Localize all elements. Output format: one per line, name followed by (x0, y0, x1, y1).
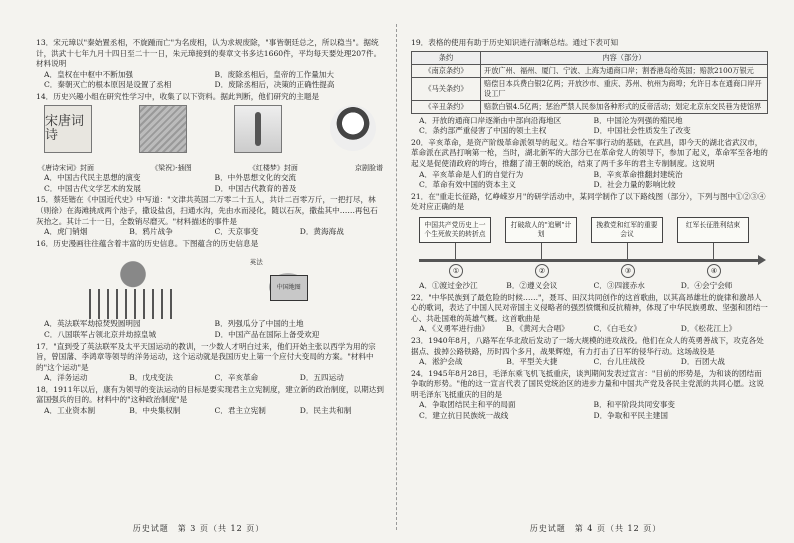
question-20 (411, 138, 768, 191)
question-14 (36, 92, 385, 194)
image-strip (36, 103, 385, 163)
palace-ruins-cartoon (89, 255, 177, 319)
timeline-connector (627, 243, 628, 259)
question-23 (411, 336, 768, 368)
option-d: D．民主共和制 (299, 406, 352, 416)
option-b: B．和平阶段共同安事变 (593, 400, 676, 410)
option-b: B．平型关大捷 (506, 357, 558, 367)
option-c: C．天京事变 (214, 227, 259, 237)
option-c: C．革命有效中国的资本主义 (419, 180, 516, 190)
option-a: A．中国古代民主思想的演变 (44, 173, 141, 183)
option-b: B．②遵义会议 (506, 280, 558, 290)
timeline-box: 挽救党和红军的重要会议 (591, 217, 663, 243)
option-d: D．中国古代教育的普及 (214, 183, 297, 193)
question-24 (411, 369, 768, 422)
option-b: B．中国沦为列强的殖民地 (593, 115, 683, 125)
question-stem: 14．历史兴趣小组在研究性学习中，收集了以下资料。据此判断，他们研究的主题是 (36, 91, 320, 101)
option-c: C．《白毛女》 (593, 324, 642, 334)
book-cover-image (42, 105, 94, 163)
option-c: C．建立抗日民族统一战线 (419, 411, 509, 421)
options (411, 281, 768, 292)
option-a: A．皇权在中枢中不断加强 (44, 69, 134, 79)
question-stem: 23．1940年8月，八路军在华北敌后发动了一场大规模的进攻战役。他们在众人的英勇善战下，攻克各处据点、拔掉公路铁路，历时四个多月，战果辉煌，有力打击了日军的侵华行动。这场战役是 (411, 335, 764, 356)
option-a: A．工业资本制 (44, 406, 96, 416)
caption: 《梁祝》·插图 (151, 163, 192, 172)
option-d: D．黄海海战 (299, 227, 344, 237)
options (36, 70, 385, 91)
option-a: A．争取团结民主和平的局面 (419, 400, 516, 410)
option-d: D．争取和平民主建国 (593, 411, 668, 421)
options (411, 170, 768, 191)
question-13 (36, 38, 385, 91)
novel-cover-image (232, 105, 284, 163)
timeline-connector (713, 243, 714, 259)
table-cell: 《辛丑条约》 (412, 100, 481, 113)
question-19 (411, 38, 768, 137)
caption: 《唐诗宋词》封面 (38, 163, 94, 172)
options (36, 373, 385, 384)
question-stem: 18．1911年以后，康有为领导的变法运动的目标是要实现君主立宪制度，建立新的政治制度，以期达到富国强兵的目的。材料中的"这种政治制度"是 (36, 384, 384, 405)
cartoon-label: 英法 (249, 258, 263, 267)
question-18 (36, 385, 385, 417)
question-17 (36, 342, 385, 384)
option-a: A．辛亥革命是人们的自觉行为 (419, 169, 524, 179)
option-a: A．开放的通商口岸逐渐由中部向沿海地区 (419, 115, 562, 125)
table-cell: 《南京条约》 (412, 64, 481, 77)
option-b: B．辛亥革命推翻封建统治 (593, 169, 683, 179)
option-a: A．《义勇军进行曲》 (419, 324, 490, 334)
timeline-marker: ④ (707, 264, 721, 278)
table-header: 内容（部分） (481, 51, 768, 64)
option-b: B．中外思想文化的交流 (214, 173, 297, 183)
timeline-box: 打破敌人的"追剿"计划 (505, 217, 577, 243)
options (411, 116, 768, 137)
option-d: D．五四运动 (299, 373, 344, 383)
timeline-connector (541, 243, 542, 259)
question-stem: 13．宋元璋以"秦始置丞相，不旋踵而亡"为名废相，认为求规废除，"事皆朝廷总之，所以稳当"。据统计，洪武十七年九月十四日至二十一日，朱元璋接到的奏章文书多达1660件，平均每天要处理207件。材料说明 (36, 38, 382, 69)
table-cell: 《马关条约》 (412, 77, 481, 100)
table-cell: 开放广州、福州、厦门、宁波、上海为通商口岸；割香港岛给英国；赔款2100万银元 (481, 64, 768, 77)
timeline-connector (455, 243, 456, 259)
timeline-marker: ③ (621, 264, 635, 278)
option-a: A．虎门销烟 (44, 227, 88, 237)
caption: 京剧脸谱 (354, 163, 383, 172)
option-b: B．废除丞相后，皇帝的工作量加大 (214, 69, 334, 79)
option-b: B．《黄河大合唱》 (506, 324, 569, 334)
question-stem: 19．表格的使用有助于历史知识进行清晰总结。通过下表可知 (411, 38, 619, 47)
option-a: A．洋务运动 (44, 373, 88, 383)
option-d: D．社会力量的影响比较 (593, 180, 676, 190)
table-row (412, 64, 768, 77)
options (36, 173, 385, 194)
timeline-box: 中国共产党历史上一个生死攸关的转折点 (419, 217, 491, 243)
map-cartoon (244, 255, 332, 319)
table-header: 条约 (412, 51, 481, 64)
option-b: B．戊戌变法 (129, 373, 173, 383)
option-c: C．君主立宪制 (214, 406, 266, 416)
timeline-marker: ① (449, 264, 463, 278)
table-header-row (412, 51, 768, 64)
options (36, 319, 385, 340)
question-16 (36, 239, 385, 341)
question-22 (411, 293, 768, 335)
option-a: A．英法联军劫掠焚毁圆明园 (44, 319, 141, 329)
option-d: D．中国社会性质发生了改变 (593, 126, 691, 136)
table-row (412, 77, 768, 100)
opera-mask-image (327, 105, 379, 163)
table-cell: 赔款白银4.5亿两；惩治严禁人民参加各种形式的反帝活动；划定北京东交民巷为使馆界 (481, 100, 768, 113)
option-a: A．①渡过金沙江 (419, 280, 478, 290)
question-21 (411, 192, 768, 292)
options (411, 324, 768, 335)
question-stem: 15．蔡廷锴在《中国近代史》中写道："文津共英国二万零二十五人，共计二百零万斤，一把打尽，林（则徐）在海滩挑成两个池子，撒设盐卤，扫通水沟，先由水而浸化，随以石灰，撒盐其中……再包石灰抬之。其计二十一日，全数销尽磨灭。"材料描述的事件是 (36, 195, 378, 226)
options (36, 227, 385, 238)
question-stem: 16．历史漫画往往蕴含着丰富的历史信息。下图蕴含的历史信息是 (36, 238, 259, 248)
option-c: C．辛亥革命 (214, 373, 259, 383)
option-b: B．中央集权制 (129, 406, 181, 416)
option-a: A．淞沪会战 (419, 357, 463, 367)
question-stem: 22．"中华民族到了最危险的时候……"，聂耳、田汉共同创作的这首歌曲，以其高昂雄壮的旋律和激昂人心的歌词，表达了中国人民对帝国主义侵略者的强烈愤慨和反抗精神，体现了中华民族勇敢、坚强和团结一心、共赴国难的英雄气概。这首歌曲是 (411, 292, 768, 323)
table-cell: 赔偿日本兵费白银2亿两；开放沙市、重庆、苏州、杭州为商埠；允许日本在通商口岸开设工厂 (481, 77, 768, 100)
option-d: D．百团大战 (680, 357, 725, 367)
question-stem: 17．"直到受了英法联军及太平天国运动的教训，一少数人才明白过来，他们开始主张以西学为用的宗旨，曾国藩、李鸿章等领导的洋务运动，这个运动就是我国历史上第一个应付大变局的方案。"材料中的"这个运动"是 (36, 341, 376, 372)
option-c: C．③四渡赤水 (593, 280, 645, 290)
timeline-box: 红军长征胜利结束 (677, 217, 749, 243)
illustration-image (137, 105, 189, 163)
options (411, 357, 768, 368)
timeline-arrow-icon (758, 255, 766, 265)
option-c: C．秦朝灭亡的根本原因是设置了丞相 (44, 80, 172, 90)
option-c: C．中国古代文学艺术的发展 (44, 183, 141, 193)
option-d: D．废除丞相后，决策的正确性提高 (214, 80, 335, 90)
option-c: C．八国联军占领北京并劫掠皇城 (44, 329, 157, 339)
image-captions (36, 163, 385, 174)
option-d: D．④会宁会师 (680, 280, 733, 290)
right-page (397, 0, 794, 543)
question-15 (36, 195, 385, 237)
options (411, 400, 768, 421)
table-row (412, 100, 768, 113)
caption: 《红楼梦》封面 (248, 163, 298, 172)
timeline-axis (419, 259, 760, 262)
cartoon-image (36, 249, 385, 319)
option-c: C．条约部严重侵害了中国的领土主权 (419, 126, 547, 136)
question-stem: 24．1945年8月28日，毛泽东乘飞机飞抵重庆，谈判期间发表过宣言："目前的形势是，为和谈的团结而争取的形势。"他的这一宣言代表了国民党统治区的进步力量和中国共产党及各民主党派的共同心愿。这说明毛泽东飞抵重庆的目的是 (411, 368, 764, 399)
options (36, 406, 385, 417)
option-b: B．鸦片战争 (129, 227, 173, 237)
cartoon-map-label: 中国地图 (270, 275, 308, 301)
book-title-text: 宋唐词诗 (45, 113, 85, 143)
long-march-timeline (411, 215, 768, 279)
question-stem: 20．辛亥革命，是资产阶级革命派领导的起义。结合军事行动的基础，在武昌，即今天的湖北省武汉市，革命派在武昌打响第一枪，当时，湖北新军的大部分已在革命党人的领导下，参加了起义，革命军至各地的起义是促使清政府的垮台，推翻了清王朝的统治，结束了两千多年的君主专制制度。这说明 (411, 137, 768, 168)
timeline-marker: ② (535, 264, 549, 278)
page-footer: 历史试题 第 3 页（共 12 页） (132, 524, 265, 534)
page-footer: 历史试题 第 4 页（共 12 页） (529, 524, 662, 534)
option-b: B．列强瓜分了中国的土地 (214, 319, 304, 329)
question-stem: 21．在"重走长征路，忆峥嵘岁月"的研学活动中，某同学制作了以下路线图（部分），下列与图中①②③④处对应正确的是 (411, 191, 766, 212)
option-d: D．《松花江上》 (680, 324, 737, 334)
option-c: C．台儿庄战役 (593, 357, 645, 367)
treaty-table (411, 51, 768, 114)
option-d: D．中国产品在国际上备受欢迎 (214, 329, 320, 339)
